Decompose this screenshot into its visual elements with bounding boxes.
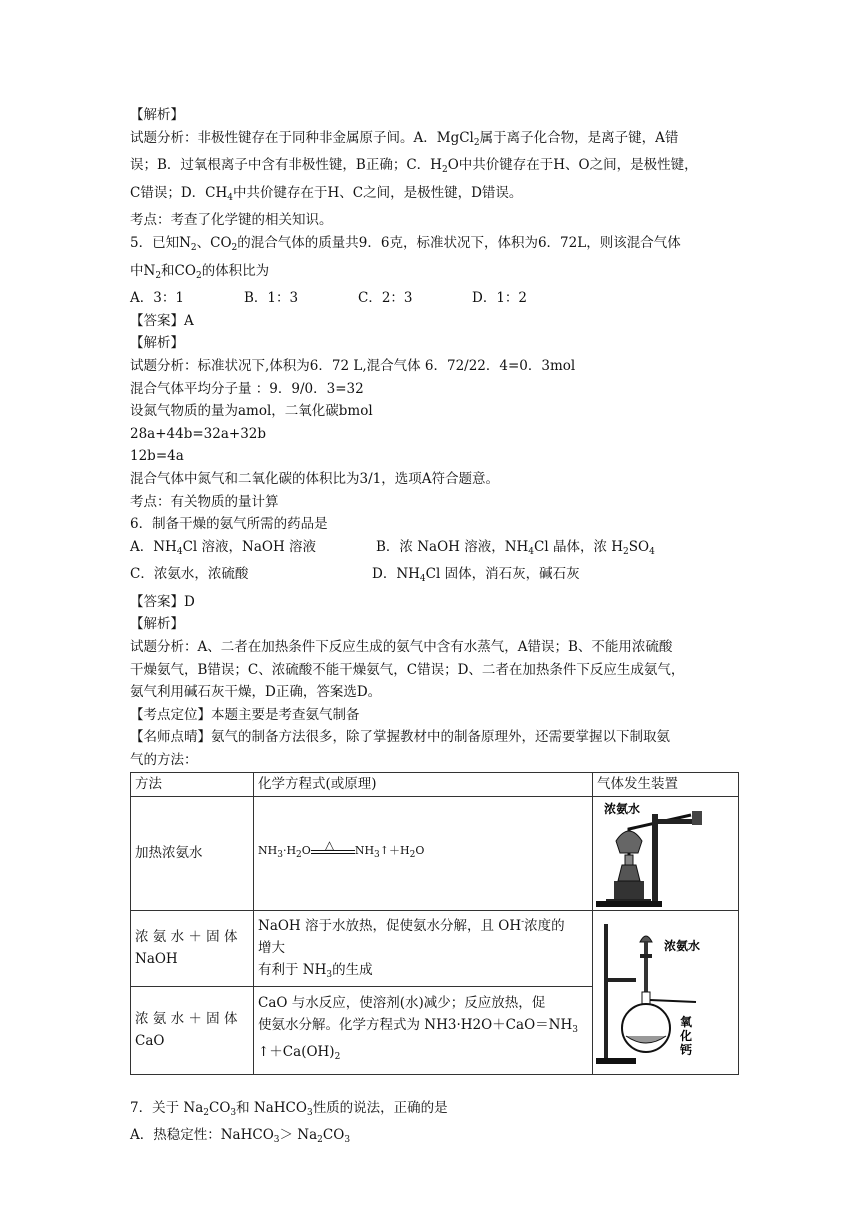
- svg-text:氧: 氧: [679, 1015, 692, 1030]
- q6-tip-line-1: 【名师点晴】氨气的制备方法很多，除了掌握教材中的制备原理外，还需要掌握以下制取氨: [130, 729, 670, 746]
- q4-analysis-line-2: 误；B．过氧根离子中含有非极性键，B正确；C．$H_2O$中共价键存在于H、O之间，是极性键，: [130, 157, 698, 176]
- q7-option-a: A．热稳定性：NaHCO$_3$＞ $Na_2CO_3$: [130, 1127, 351, 1146]
- q5-stem-line-2: 中$N_2$和$CO_2$的体积比为: [130, 262, 270, 281]
- svg-text:化: 化: [679, 1029, 692, 1044]
- row2-method: 浓 氨 水 ＋ 固 体 NaOH: [131, 910, 254, 986]
- analysis-tag: 【解析】: [130, 107, 184, 123]
- q5-analysis-line-6: 混合气体中氮气和二氧化碳的体积比为3/1，选项A符合题意。: [130, 470, 499, 487]
- apparatus1-label: 浓氨水: [603, 802, 640, 817]
- q6-point: 【考点定位】本题主要是考查氨气制备: [130, 706, 360, 723]
- q5-option-c: C．2：3: [358, 290, 413, 307]
- table-header-apparatus: 气体发生装置: [593, 772, 739, 796]
- row3-principle: CaO 与水反应，使溶剂(水)减少；反应放热，促 使氨水分解。化学方程式为 $NH3\cdot H2O+CaO=NH_3$ $↑+Ca(OH)_2$: [254, 986, 593, 1074]
- table-header-equation: 化学方程式(或原理): [254, 772, 593, 796]
- heating-apparatus-diagram: [596, 799, 736, 907]
- q5-analysis-tag: 【解析】: [130, 335, 184, 352]
- q5-answer: 【答案】A: [130, 312, 194, 329]
- row1-method: 加热浓氨水: [131, 796, 254, 910]
- svg-text:钙: 钙: [679, 1043, 692, 1058]
- q6-options-row-2: [130, 563, 740, 591]
- table-header-row: [131, 772, 739, 796]
- q5-analysis-line-1: 试题分析：标准状况下,体积为6．72 L,混合气体 6．72/22．4=0．3mol: [130, 357, 576, 374]
- q6-answer: 【答案】D: [130, 593, 195, 610]
- row1-apparatus: [593, 796, 739, 910]
- q6-option-b: B．浓 NaOH 溶液，NH4Cl 晶体，浓 H2SO4: [376, 538, 655, 557]
- q6-option-d: D．NH4Cl 固体，消石灰，碱石灰: [372, 566, 580, 585]
- q5-point: 考点：有关物质的量计算: [130, 493, 279, 510]
- q5-options: [130, 287, 740, 310]
- apparatus2-label: 浓氨水: [663, 939, 700, 954]
- ammonia-methods-table: [130, 772, 739, 1075]
- q6-analysis-line-2: 干燥氨气，B错误；C、浓硫酸不能干燥氨气，C错误；D、二者在加热条件下反应生成氨气，: [130, 661, 685, 678]
- q7-stem: 7．关于 $Na_2CO_3$和 NaHCO$_3$性质的说法，正确的是: [130, 1099, 448, 1118]
- q6-analysis-line-1: 试题分析：A、二者在加热条件下反应生成的氨气中含有水蒸气，A错误；B、不能用浓硫酸: [130, 639, 673, 656]
- heat-arrow: △: [311, 849, 355, 854]
- q5-analysis-line-4: 28a+44b=32a+32b: [130, 425, 267, 442]
- q5-stem-line-1: 5．已知$N_2$、$CO_2$的混合气体的质量共9．6克，标准状况下，体积为6．72L，则该混合气体: [130, 234, 681, 253]
- q5-analysis-line-5: 12b=4a: [130, 448, 184, 465]
- document-page: [130, 104, 740, 1152]
- q6-options-row-1: [130, 536, 740, 564]
- q5-analysis-line-3: 设氮气物质的量为amol，二氧化碳bmol: [130, 403, 373, 420]
- q6-analysis-line-3: 氨气利用碱石灰干燥，D正确，答案选D。: [130, 684, 382, 701]
- q6-option-a: A．NH4Cl 溶液，NaOH 溶液: [130, 538, 317, 557]
- q5-option-a: A．3：1: [130, 290, 184, 307]
- row3-method: 浓 氨 水 ＋ 固 体 CaO: [131, 986, 254, 1074]
- row1-equation: $NH_3\cdot H_2O$ △ $NH_3↑+H_2O$: [254, 796, 593, 910]
- table-row: [131, 796, 739, 910]
- q5-analysis-line-2: 混合气体平均分子量 ：9．9/0．3=32: [130, 380, 364, 397]
- q4-analysis-line-3: C错误；D．$CH_4$中共价键存在于H、C之间，是极性键，D错误。: [130, 184, 523, 203]
- q5-option-d: D．1：2: [472, 290, 528, 307]
- dropping-apparatus-diagram: [596, 918, 736, 1066]
- q6-analysis-tag: 【解析】: [130, 616, 184, 633]
- q4-analysis-line-1: 试题分析：非极性键存在于同种非金属原子间。A．MgCl$_2$属于离子化合物，是离子键，A错: [130, 129, 679, 148]
- row23-apparatus: [593, 910, 739, 1074]
- q6-tip-line-2: 气的方法：: [130, 752, 198, 769]
- q5-option-b: B．1：3: [244, 290, 299, 307]
- table-header-method: 方法: [131, 772, 254, 796]
- table-row: [131, 910, 739, 986]
- q4-point: 考点：考查了化学键的相关知识。: [130, 212, 333, 229]
- q6-option-c: C．浓氨水，浓硫酸: [130, 566, 249, 583]
- q6-stem: 6．制备干燥的氨气所需的药品是: [130, 516, 328, 533]
- row2-principle: NaOH 溶于水放热，促使氨水分解，且 OH-浓度的 增大 有利于 $NH_3$的生成: [254, 910, 593, 986]
